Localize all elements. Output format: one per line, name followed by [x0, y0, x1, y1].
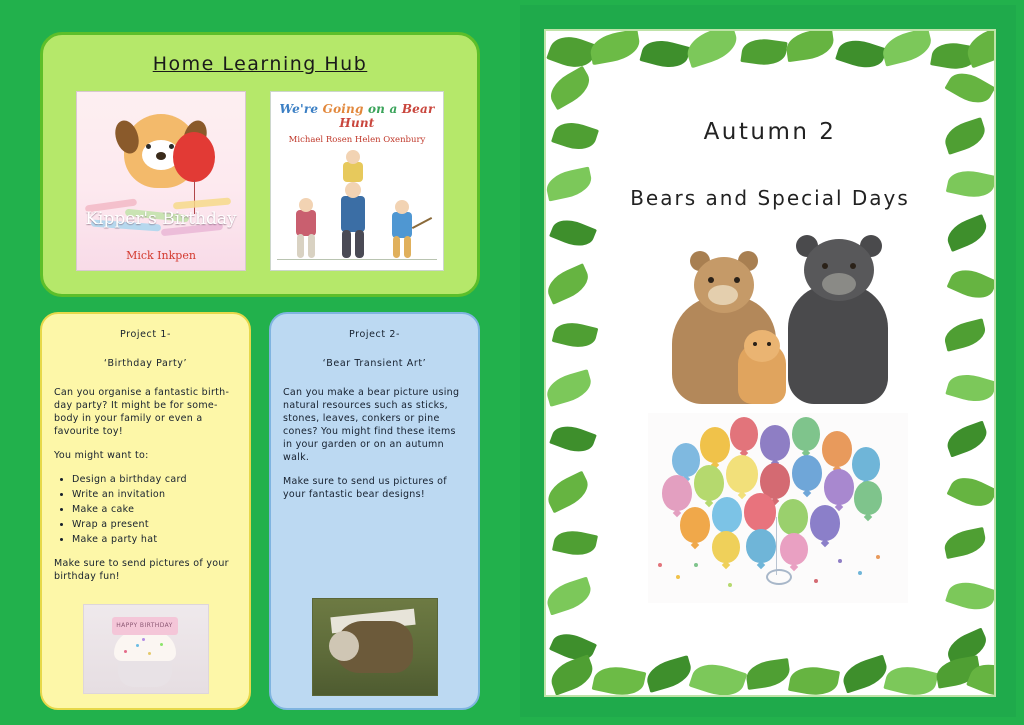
autumn-poster — [520, 5, 1016, 717]
poster-inner — [544, 29, 996, 697]
book-title-word-4: Bear Hunt — [339, 102, 435, 130]
project-paragraph-2: You might want to: — [54, 450, 149, 461]
bears-illustration — [664, 239, 894, 404]
project-subheading: ‘Bear Transient Art’ — [322, 358, 427, 369]
cupcake-photo — [83, 604, 209, 694]
cupcake-frosting-icon — [114, 631, 176, 661]
project-subheading: ‘Birthday Party’ — [103, 358, 188, 369]
cupcake-topper-label: HAPPY BIRTHDAY — [112, 617, 178, 635]
figure-child-right — [387, 196, 419, 258]
poster-subtitle: Bears and Special Days — [630, 186, 910, 210]
book-title: Kipper's Birthday — [85, 209, 237, 229]
ground-line — [277, 259, 437, 260]
project-heading: Project 1- — [120, 329, 171, 340]
list-item: • Make a party hat — [72, 533, 237, 546]
book-title-word-1: We're — [279, 102, 319, 116]
project-paragraph-2: Make sure to send us pictures of your fantastic bear designs! — [283, 476, 447, 500]
left-column — [12, 12, 498, 713]
page-title: Home Learning Hub — [152, 53, 368, 75]
book-author: Mick Inkpen — [126, 249, 196, 262]
poster-title: Autumn 2 — [703, 119, 837, 145]
black-bear-snout-icon — [822, 273, 856, 295]
list-item: • Write an invitation — [72, 488, 237, 501]
balloon-strings-icon — [776, 517, 777, 575]
brown-bear-snout-icon — [708, 285, 738, 305]
balloons-illustration — [648, 413, 908, 603]
balloon-icon — [173, 132, 215, 182]
book-covers — [43, 91, 477, 271]
book-cover-bear-hunt — [270, 91, 444, 271]
list-item: • Make a cake — [72, 503, 237, 516]
book-title-word-3: on a — [367, 102, 398, 116]
cupcake-case-icon — [118, 657, 172, 687]
home-learning-hub-card — [40, 32, 480, 297]
dog-ear-left-icon — [111, 117, 142, 156]
balloon-bow-icon — [766, 569, 792, 585]
bear-cub-head-icon — [744, 330, 780, 362]
black-bear-body-icon — [788, 284, 888, 404]
book-cover-kippers-birthday — [76, 91, 246, 271]
book-authors: Michael Rosen Helen Oxenbury — [288, 135, 426, 145]
list-item: • Wrap a present — [72, 518, 237, 531]
art-bear-head-icon — [329, 631, 359, 661]
bear-transient-art-photo — [312, 598, 438, 696]
figure-child-on-shoulders — [337, 150, 369, 184]
dog-eye-left-icon — [146, 144, 151, 149]
projects-row — [40, 312, 480, 710]
project-paragraph-1: Can you organise a fantastic birth-day party? It might be for some-body in your family or even a favourite toy! — [54, 387, 230, 437]
project-paragraph-1: Can you make a bear picture using natural resources such as sticks, stones, leaves, conkers or pine cones? You might find these items in your garden or on an autumn walk. — [283, 387, 460, 463]
book-title — [271, 102, 443, 130]
book-title-word-2: Going — [322, 102, 364, 116]
figure-child-left — [291, 194, 321, 258]
project-bullet-list — [54, 473, 237, 546]
dog-nose-icon — [156, 152, 166, 160]
list-item: • Design a birthday card — [72, 473, 237, 486]
project-card-1 — [40, 312, 251, 710]
project-closing: Make sure to send pictures of your birthday fun! — [54, 558, 229, 582]
bear-hunt-illustration — [271, 152, 443, 270]
project-heading: Project 2- — [349, 329, 400, 340]
project-card-2 — [269, 312, 480, 710]
